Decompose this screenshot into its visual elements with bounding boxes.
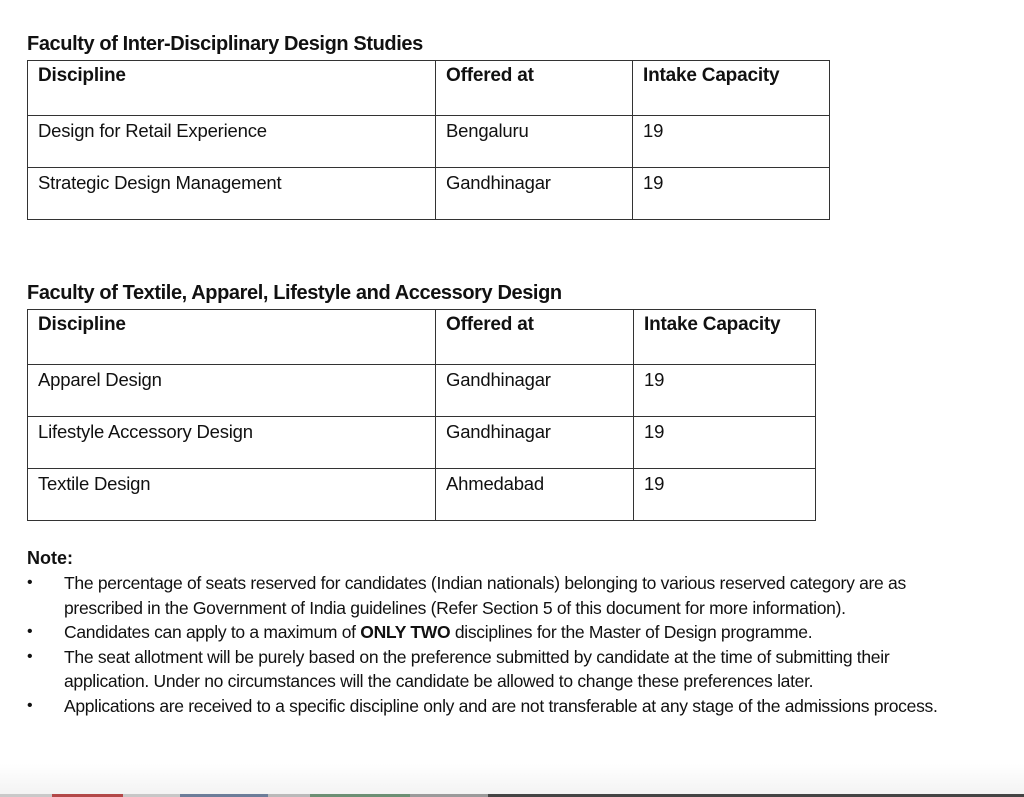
cell-offered-at: Gandhinagar: [436, 168, 633, 220]
cell-discipline: Design for Retail Experience: [28, 116, 436, 168]
table-row: [28, 417, 816, 469]
table-row: [28, 365, 816, 417]
note-text: The seat allotment will be purely based on the preference submitted by candidate at the time of submitting their application. Under no circumstances will the candidate be allowed to change these preferences later.: [64, 646, 890, 691]
bottom-shade: [0, 764, 1024, 794]
table-textile-apparel: [27, 309, 816, 521]
table-row: [28, 116, 830, 168]
note-heading: Note:: [27, 548, 73, 568]
note-text: Candidates can apply to a maximum of: [64, 622, 361, 642]
header-intake-capacity: Intake Capacity: [634, 310, 816, 365]
header-offered-at: Offered at: [436, 310, 634, 365]
table-inter-disciplinary: [27, 60, 830, 220]
cell-offered-at: Ahmedabad: [436, 469, 634, 521]
table-header-row: [28, 310, 816, 365]
note-emphasis: ONLY TWO: [360, 622, 451, 642]
cell-discipline: Textile Design: [28, 469, 436, 521]
note-text: disciplines for the Master of Design programme.: [450, 622, 813, 642]
header-offered-at: Offered at: [436, 61, 633, 116]
cell-intake-capacity: 19: [634, 469, 816, 521]
note-text: Applications are received to a specific discipline only and are not transferable at any stage of the admissions process.: [64, 695, 938, 716]
cell-intake-capacity: 19: [633, 168, 830, 220]
cell-offered-at: Bengaluru: [436, 116, 633, 168]
cell-offered-at: Gandhinagar: [436, 417, 634, 469]
note-text: The percentage of seats reserved for candidates (Indian nationals) belonging to various reserved category are as prescribed in the Government of India guidelines (Refer Section 5 of this document for more information).: [64, 573, 906, 618]
bullet-icon: •: [27, 647, 33, 665]
header-discipline: Discipline: [28, 61, 436, 116]
table-row: [28, 168, 830, 220]
bullet-icon: •: [27, 696, 33, 714]
table-row: [28, 469, 816, 521]
bullet-icon: •: [27, 574, 33, 591]
section2-title: Faculty of Textile, Apparel, Lifestyle and Accessory Design: [27, 282, 562, 304]
cell-intake-capacity: 19: [634, 417, 816, 469]
header-discipline: Discipline: [28, 310, 436, 365]
cell-discipline: Apparel Design: [28, 365, 436, 417]
cell-discipline: Strategic Design Management: [28, 168, 436, 220]
section1-title: Faculty of Inter-Disciplinary Design Studies: [27, 33, 423, 55]
note-item: [27, 694, 947, 719]
cell-discipline: Lifestyle Accessory Design: [28, 417, 436, 469]
cell-offered-at: Gandhinagar: [436, 365, 634, 417]
table-header-row: [28, 61, 830, 116]
cell-intake-capacity: 19: [633, 116, 830, 168]
note-item: [27, 571, 947, 620]
note-item: [27, 645, 947, 694]
header-intake-capacity: Intake Capacity: [633, 61, 830, 116]
bullet-icon: •: [27, 623, 33, 640]
cell-intake-capacity: 19: [634, 365, 816, 417]
note-list: [27, 571, 947, 718]
note-item: [27, 620, 947, 645]
